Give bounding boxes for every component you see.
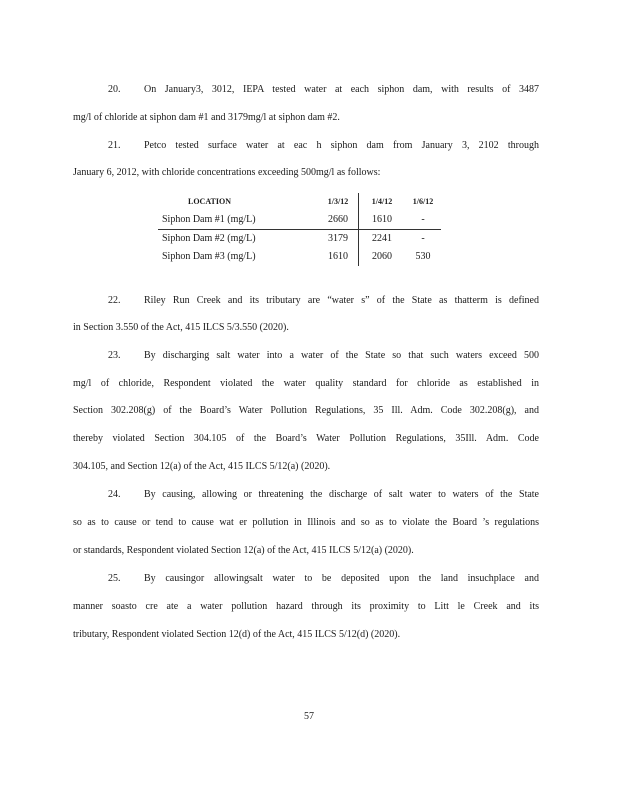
paragraph-number: 25. xyxy=(108,573,121,584)
table-header-date: 1/4/12 xyxy=(371,197,393,206)
paragraph-line: so as to cause or tend to cause wat er pollution in Illinois and so as to violate the Board ’s regulations xyxy=(73,517,539,528)
table-cell: Siphon Dam #1 (mg/L) xyxy=(162,214,256,225)
paragraph-line: Section 302.208(g) of the Board’s Water Pollution Regulations, 35 Ill. Adm. Code 302.208(g), and xyxy=(73,405,539,416)
paragraph-line: manner soasto cre ate a water pollution hazard through its proximity to Litt le Creek and its xyxy=(73,601,539,612)
table-cell: - xyxy=(405,230,441,249)
table-cell: Siphon Dam #2 (mg/L) xyxy=(158,230,318,249)
table-cell: 2060 xyxy=(372,251,392,262)
paragraph-line: in Section 3.550 of the Act, 415 ILCS 5/3.550 (2020). xyxy=(73,322,289,333)
table-header-date: 1/3/12 xyxy=(318,193,359,211)
table-cell: 1610 xyxy=(372,214,392,225)
table-cell: 2660 xyxy=(318,211,359,230)
table-cell: 1610 xyxy=(318,248,359,266)
paragraph-line: mg/l of chloride, Respondent violated the water quality standard for chloride as established in xyxy=(73,378,539,389)
paragraph-number: 21. xyxy=(108,140,121,151)
table-row xyxy=(158,230,441,249)
paragraph-line: 21. Petco tested surface water at eac h siphon dam from January 3, 2102 through xyxy=(108,140,539,151)
paragraph-line: or standards, Respondent violated Section 12(a) of the Act, 415 ILCS 5/12(a) (2020). xyxy=(73,545,414,556)
paragraph-line: 23. By discharging salt water into a water of the State so that such waters exceed 500 xyxy=(108,350,539,361)
table-header-date: 1/6/12 xyxy=(412,197,434,206)
paragraph-number: 24. xyxy=(108,489,121,500)
table-row xyxy=(158,211,441,230)
table-cell: 3179 xyxy=(318,230,359,249)
paragraph-line: 24. By causing, allowing or threatening the discharge of salt water to waters of the State xyxy=(108,489,539,500)
table-header-location: LOCATION xyxy=(188,197,231,206)
paragraph-line: 20. On January3, 3012, IEPA tested water at each siphon dam, with results of 3487 xyxy=(108,84,539,95)
paragraph-line: mg/l of chloride at siphon dam #1 and 3179mg/l at siphon dam #2. xyxy=(73,112,340,123)
paragraph-line: 25. By causingor allowingsalt water to be deposited upon the land insuchplace and xyxy=(108,573,539,584)
paragraph-line: 22. Riley Run Creek and its tributary are “water s” of the State as thatterm is defined xyxy=(108,295,539,306)
table-row xyxy=(158,248,441,266)
paragraph-line: 304.105, and Section 12(a) of the Act, 415 ILCS 5/12(a) (2020). xyxy=(73,461,331,472)
paragraph-line: January 6, 2012, with chloride concentrations exceeding 500mg/l as follows: xyxy=(73,167,381,178)
paragraph-line: thereby violated Section 304.105 of the Board’s Water Pollution Regulations, 35Ill. Adm. Code xyxy=(73,433,539,444)
table-cell: 530 xyxy=(415,251,431,262)
table-cell: - xyxy=(421,214,425,225)
paragraph-number: 20. xyxy=(108,84,121,95)
paragraph-number: 22. xyxy=(108,295,121,306)
chloride-table xyxy=(158,193,441,266)
page-number: 57 xyxy=(304,711,314,722)
table-header-row xyxy=(158,193,441,211)
table-cell: 2241 xyxy=(359,230,406,249)
paragraph-number: 23. xyxy=(108,350,121,361)
paragraph-line: tributary, Respondent violated Section 12(d) of the Act, 415 ILCS 5/12(d) (2020). xyxy=(73,629,401,640)
table-cell: Siphon Dam #3 (mg/L) xyxy=(162,251,256,262)
